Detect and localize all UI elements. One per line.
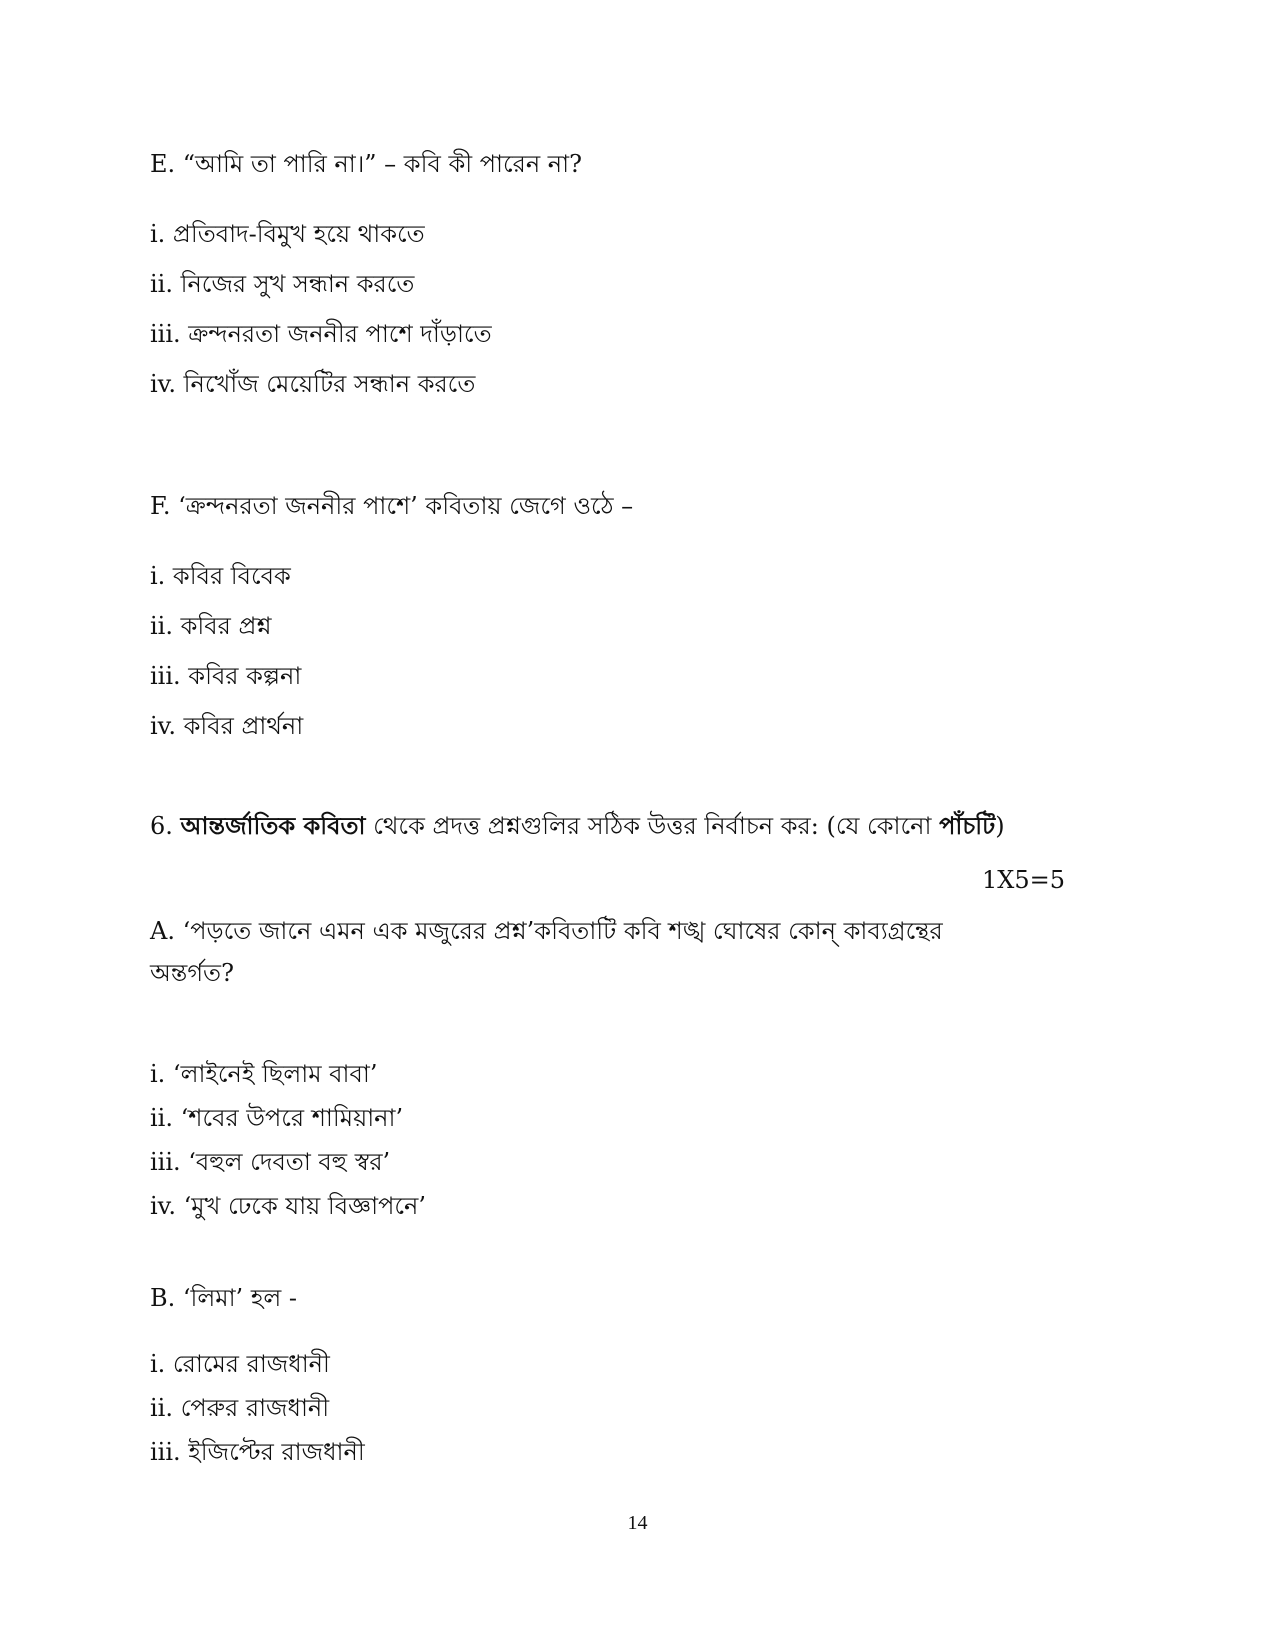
question-6a-stem: A. ‘পড়তে জানে এমন এক মজুরের প্রশ্ন’কবিতাটি কবি শঙ্খ ঘোষের কোন্ কাব্যগ্রন্থের অন্তর্গত? xyxy=(150,917,943,987)
question-f-option-1: i. কবির বিবেক xyxy=(150,562,291,590)
page-number: 14 xyxy=(627,1512,648,1534)
question-f-stem: F. ‘ক্রন্দনরতা জননীর পাশে’ কবিতায় জেগে ওঠে – xyxy=(150,492,634,520)
question-6b-option-1: i. রোমের রাজধানী xyxy=(150,1350,330,1378)
question-6a-option-4: iv. ‘মুখ ঢেকে যায় বিজ্ঞাপনে’ xyxy=(150,1192,426,1220)
question-e-option-3: iii. ক্রন্দনরতা জননীর পাশে দাঁড়াতে xyxy=(150,320,492,348)
question-e-option-2: ii. নিজের সুখ সন্ধান করতে xyxy=(150,270,415,298)
question-e-stem: E. “আমি তা পারি না।” – কবি কী পারেন না? xyxy=(150,150,582,178)
question-6a-option-2: ii. ‘শবের উপরে শামিয়ানা’ xyxy=(150,1104,404,1132)
section-6-close: ) xyxy=(995,812,1005,840)
question-f-option-3: iii. কবির কল্পনা xyxy=(150,662,302,690)
section-6-heading xyxy=(150,810,1005,842)
section-6-title: আন্তর্জাতিক কবিতা xyxy=(180,811,366,840)
question-6b-option-2: ii. পেরুর রাজধানী xyxy=(150,1394,330,1422)
question-e-option-4: iv. নিখোঁজ মেয়েটির সন্ধান করতে xyxy=(150,370,476,398)
question-6b-stem: B. ‘লিমা’ হল - xyxy=(150,1284,298,1312)
section-6-marks: 1X5=5 xyxy=(982,866,1066,894)
section-6-count: পাঁচটি xyxy=(939,811,996,840)
question-6a-option-3: iii. ‘বহুল দেবতা বহু স্বর’ xyxy=(150,1148,391,1176)
question-6a-option-1: i. ‘লাইনেই ছিলাম বাবা’ xyxy=(150,1060,378,1088)
section-6-instruction: থেকে প্রদত্ত প্রশ্নগুলির সঠিক উত্তর নির্বাচন কর: (যে কোনো xyxy=(365,812,940,840)
question-6b-option-3: iii. ইজিপ্টের রাজধানী xyxy=(150,1438,365,1466)
question-f-option-4: iv. কবির প্রার্থনা xyxy=(150,712,304,740)
section-6-number: 6. xyxy=(150,812,181,840)
question-f-option-2: ii. কবির প্রশ্ন xyxy=(150,612,272,640)
question-e-option-1: i. প্রতিবাদ-বিমুখ হয়ে থাকতে xyxy=(150,220,425,248)
